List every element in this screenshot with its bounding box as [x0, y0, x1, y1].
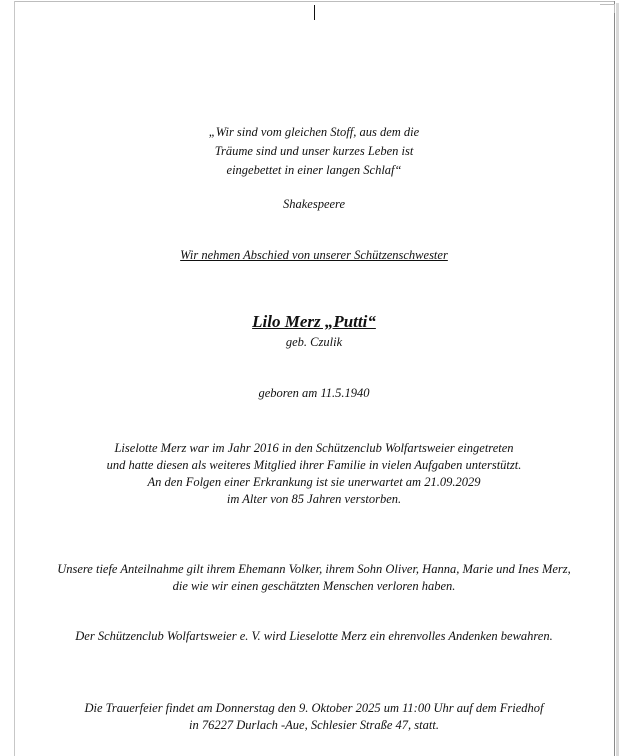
page-shadow: [616, 3, 619, 756]
condolence-line-2: die wie wir einen geschätzten Menschen verloren haben.: [172, 579, 456, 593]
condolence-line-1: Unsere tiefe Anteilnahme gilt ihrem Ehemann Volker, ihrem Sohn Oliver, Hanna, Marie und Ines Merz,: [57, 562, 571, 576]
quote-line-3: eingebettet in einer langen Schlaf“: [226, 163, 402, 177]
quote-author: Shakespeere: [282, 197, 345, 211]
biography-line-4: im Alter von 85 Jahren verstorben.: [226, 492, 402, 506]
club-statement: Der Schützenclub Wolfartsweier e. V. wird Lieselotte Merz ein ehrenvolles Andenken bewahren.: [75, 629, 553, 643]
deceased-birth-name: geb. Czulik: [285, 335, 343, 349]
page-top-edge: [14, 1, 614, 2]
farewell-heading: Wir nehmen Abschied von unserer Schützenschwester: [180, 248, 448, 262]
page-corner-mark: [600, 4, 615, 13]
deceased-birth-date: geboren am 11.5.1940: [258, 386, 370, 400]
quote-line-2: Träume sind und unser kurzes Leben ist: [214, 144, 414, 158]
biography-line-2: und hatte diesen als weiteres Mitglied ihrer Familie in vielen Aufgaben unterstützt.: [106, 458, 522, 472]
quote-line-1: „Wir sind vom gleichen Stoff, aus dem die: [208, 125, 420, 139]
biography-line-3: An den Folgen einer Erkrankung ist sie unerwartet am 21.09.2029: [147, 475, 481, 489]
funeral-line-2: in 76227 Durlach -Aue, Schlesier Straße 47, statt.: [189, 718, 439, 732]
biography-line-1: Liselotte Merz war im Jahr 2016 in den Schützenclub Wolfartsweier eingetreten: [114, 441, 514, 455]
page-right-edge: [614, 1, 615, 756]
text-cursor: [314, 5, 315, 20]
deceased-name: Lilo Merz „Putti“: [252, 312, 376, 331]
funeral-line-1: Die Trauerfeier findet am Donnerstag den 9. Oktober 2025 um 11:00 Uhr auf dem Friedhof: [84, 701, 544, 715]
